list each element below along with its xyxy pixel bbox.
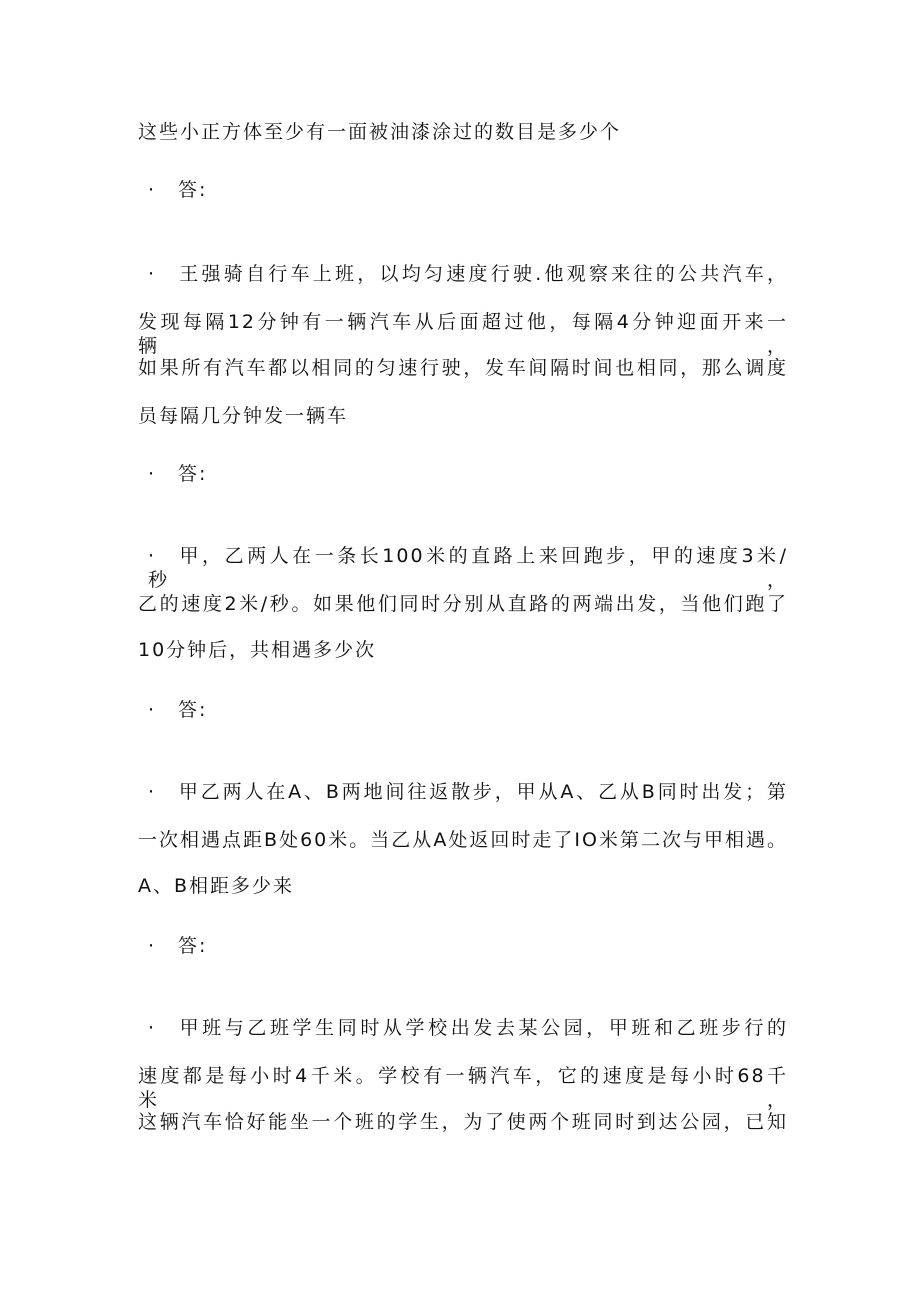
intro-line: 这些小正方体至少有一面被油漆涂过的数目是多少个 <box>138 121 622 143</box>
bullet-icon: · <box>148 263 155 285</box>
answer-label: 答: <box>178 935 208 957</box>
question-3-line-2: 一次相遇点距B处60米。当乙从A处返回时走了IO米第二次与甲相遇。 <box>138 829 788 851</box>
question-1-line-1-text: 王强骑自行车上班，以均匀速度行驶.他观察来往的公共汽车， <box>178 263 788 285</box>
question-4-line-3: 这辆汽车恰好能坐一个班的学生，为了使两个班同时到达公园，已知 <box>138 1111 788 1133</box>
answer-line <box>148 462 207 486</box>
question-1-line-3: 如果所有汽车都以相同的匀速行驶，发车间隔时间也相同，那么调度 <box>138 357 788 379</box>
question-1-line-1 <box>148 262 788 286</box>
question-1-line-4: 员每隔几分钟发一辆车 <box>138 405 349 427</box>
question-4-line-2: 速度都是每小时4千米。学校有一辆汽车，它的速度是每小时68千米， <box>138 1065 788 1111</box>
bullet-icon: · <box>148 781 155 803</box>
answer-label: 答: <box>178 179 208 201</box>
bullet-icon: · <box>148 545 155 567</box>
bullet-icon: · <box>148 179 155 201</box>
question-2-line-2: 乙的速度2米/秒。如果他们同时分别从直路的两端出发，当他们跑了 <box>138 593 788 615</box>
question-2-line-1 <box>148 544 788 592</box>
answer-line <box>148 934 207 958</box>
question-2-line-1-text: 甲，乙两人在一条长100米的直路上来回跑步，甲的速度3米/秒， <box>148 545 788 591</box>
bullet-icon: · <box>148 935 155 957</box>
bullet-icon: · <box>148 463 155 485</box>
question-3-line-1-text: 甲乙两人在A、B两地间往返散步，甲从A、乙从B同时出发；第 <box>178 781 788 803</box>
answer-label: 答: <box>178 463 208 485</box>
bullet-icon: · <box>148 1017 155 1039</box>
bullet-icon: · <box>148 699 155 721</box>
answer-line <box>148 698 207 722</box>
answer-label: 答: <box>178 699 208 721</box>
question-2-line-3: 10分钟后，共相遇多少次 <box>138 639 377 661</box>
question-4-line-1 <box>148 1016 788 1040</box>
question-1-line-2: 发现每隔12分钟有一辆汽车从后面超过他，每隔4分钟迎面开来一辆， <box>138 311 788 357</box>
question-3-line-3: A、B相距多少来 <box>138 875 295 897</box>
answer-line <box>148 178 207 202</box>
question-4-line-1-text: 甲班与乙班学生同时从学校出发去某公园，甲班和乙班步行的 <box>178 1017 788 1039</box>
question-3-line-1 <box>148 780 788 804</box>
